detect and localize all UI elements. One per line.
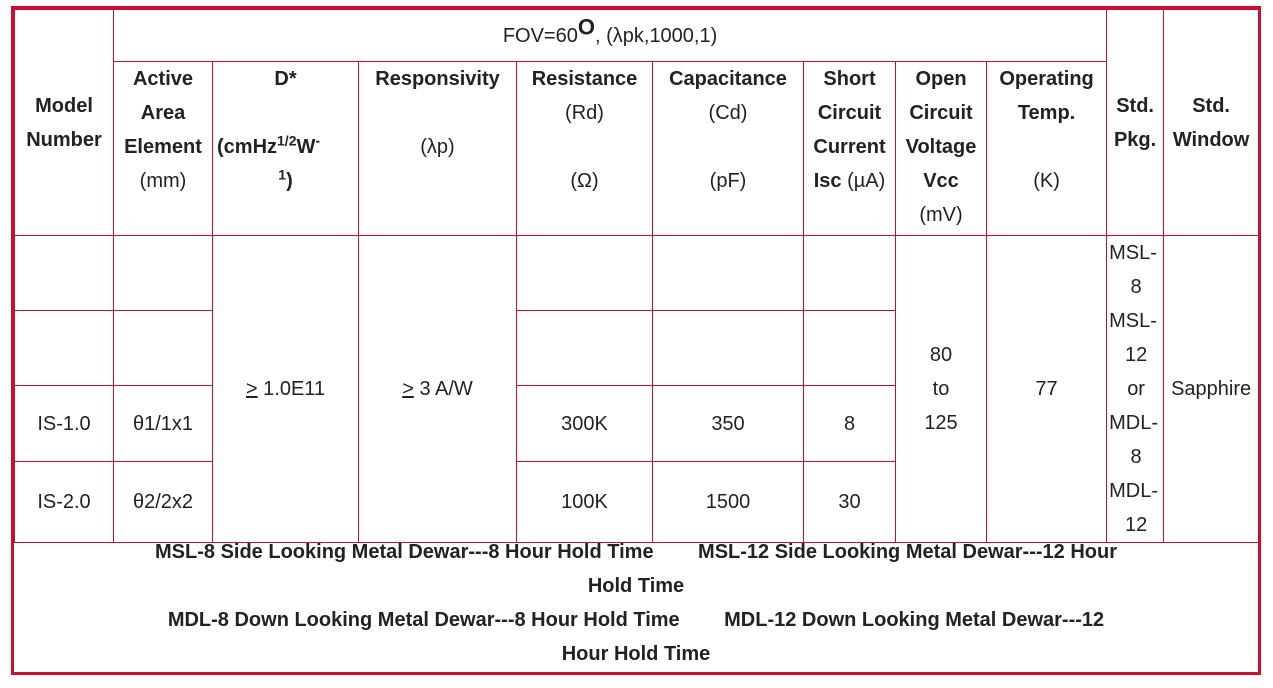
capacitance-unit: (pF) bbox=[709, 170, 747, 192]
active-area-header bbox=[114, 62, 213, 236]
vcc-l3: 125 bbox=[924, 412, 958, 434]
model-header-line2: Number bbox=[26, 128, 102, 151]
capacitance-cell bbox=[653, 311, 804, 386]
std-pkg-header bbox=[1107, 10, 1164, 236]
isc-cell: 8 bbox=[804, 386, 896, 461]
fov-sup: O bbox=[577, 13, 595, 39]
pkg-l2: 8 bbox=[1130, 276, 1142, 298]
dstar-unit-sup2: - bbox=[315, 132, 321, 149]
sc-isc: Isc bbox=[813, 170, 842, 192]
dstar-ge: > bbox=[245, 378, 258, 400]
resistance-cell bbox=[517, 311, 653, 386]
isc-cell bbox=[804, 236, 896, 311]
sc-l2: Circuit bbox=[817, 102, 882, 124]
window-value: Sapphire bbox=[1171, 378, 1252, 400]
resp-ge: > bbox=[402, 378, 414, 400]
isc-cell: 30 bbox=[804, 461, 896, 542]
responsivity-cell bbox=[359, 236, 517, 543]
vcc-l1: 80 bbox=[929, 344, 953, 366]
active-area-l3: Element bbox=[124, 136, 202, 158]
pkg-l9: 12 bbox=[1124, 514, 1148, 536]
capacitance-cell bbox=[653, 236, 804, 311]
isc-cell bbox=[804, 311, 896, 386]
std-window-line1: Std. bbox=[1192, 94, 1230, 117]
spec-table bbox=[14, 9, 1259, 543]
pkg-l1: MSL- bbox=[1109, 242, 1157, 264]
dstar-unit-sup: 1/2 bbox=[277, 132, 297, 149]
fov-base: FOV=60 bbox=[502, 24, 578, 47]
vcc-l2: to bbox=[932, 378, 950, 400]
vcc-cell bbox=[896, 236, 987, 543]
dstar-unit-mid: W bbox=[296, 136, 316, 158]
footnote-line1: MSL-8 Side Looking Metal Dewar---8 Hour Hold Time MSL-12 Side Looking Metal Dewar---12 Hour bbox=[155, 541, 1117, 563]
responsivity-title: Responsivity bbox=[375, 68, 500, 90]
pkg-l5: or bbox=[1127, 378, 1145, 400]
responsivity-unit: (λp) bbox=[420, 136, 455, 158]
area-cell: θ2/2x2 bbox=[114, 461, 213, 542]
temp-cell bbox=[987, 236, 1107, 543]
resistance-sub: (Rd) bbox=[565, 102, 604, 124]
temp-unit: (K) bbox=[1033, 170, 1060, 192]
model-cell: IS-2.0 bbox=[15, 461, 114, 542]
active-area-l2: Area bbox=[140, 102, 186, 124]
resistance-header bbox=[517, 62, 653, 236]
std-pkg-line2: Pkg. bbox=[1113, 128, 1157, 151]
sc-unit: (µA) bbox=[847, 170, 886, 192]
fov-header bbox=[114, 10, 1107, 62]
footnote-line4: Hour Hold Time bbox=[561, 643, 711, 665]
oc-l3: Voltage bbox=[905, 136, 977, 158]
active-area-l1: Active bbox=[132, 68, 194, 90]
pkg-l6: MDL- bbox=[1109, 412, 1158, 434]
temp-l2: Temp. bbox=[1017, 102, 1076, 124]
dstar-title: D* bbox=[274, 68, 297, 90]
model-cell bbox=[15, 236, 114, 311]
operating-temp-header bbox=[987, 62, 1107, 236]
pkg-cell bbox=[1107, 236, 1164, 543]
dstar-value: 1.0E11 bbox=[257, 378, 326, 400]
oc-l4: Vcc bbox=[923, 170, 959, 192]
dstar-unit-sub: 1 bbox=[278, 166, 287, 183]
resp-value: 3 A/W bbox=[413, 378, 473, 400]
open-circuit-header bbox=[896, 62, 987, 236]
resistance-cell: 100K bbox=[517, 461, 653, 542]
sc-l1: Short bbox=[823, 68, 876, 90]
capacitance-title: Capacitance bbox=[669, 68, 787, 90]
footnotes bbox=[14, 535, 1258, 672]
footnote-line3: MDL-8 Down Looking Metal Dewar---8 Hour Hold Time MDL-12 Down Looking Metal Dewar---12 bbox=[167, 609, 1105, 631]
model-cell: IS-1.0 bbox=[15, 386, 114, 461]
dstar-unit-base: (cmHz bbox=[217, 136, 278, 158]
area-cell bbox=[114, 236, 213, 311]
oc-unit: (mV) bbox=[919, 204, 963, 226]
pkg-l8: MDL- bbox=[1109, 480, 1158, 502]
model-number-header bbox=[15, 10, 114, 236]
dstar-unit-end: ) bbox=[286, 170, 293, 192]
area-cell bbox=[114, 311, 213, 386]
spec-table-frame bbox=[11, 6, 1261, 675]
active-area-unit: (mm) bbox=[139, 170, 187, 192]
capacitance-header bbox=[653, 62, 804, 236]
oc-l2: Circuit bbox=[909, 102, 973, 124]
temp-l1: Operating bbox=[999, 68, 1094, 90]
pkg-l4: 12 bbox=[1124, 344, 1148, 366]
model-cell bbox=[15, 311, 114, 386]
column-header-row bbox=[15, 62, 1259, 236]
capacitance-cell: 1500 bbox=[653, 461, 804, 542]
std-pkg-line1: Std. bbox=[1116, 94, 1154, 117]
resistance-cell bbox=[517, 236, 653, 311]
pkg-l7: 8 bbox=[1130, 446, 1142, 468]
temp-value: 77 bbox=[1035, 378, 1058, 400]
capacitance-sub: (Cd) bbox=[708, 102, 748, 124]
capacitance-cell: 350 bbox=[653, 386, 804, 461]
model-header-line1: Model bbox=[35, 94, 93, 117]
std-window-header bbox=[1164, 10, 1259, 236]
responsivity-header bbox=[359, 62, 517, 236]
resistance-cell: 300K bbox=[517, 386, 653, 461]
dstar-header bbox=[213, 62, 359, 236]
oc-l1: Open bbox=[915, 68, 967, 90]
resistance-title: Resistance bbox=[531, 68, 638, 90]
table-row bbox=[15, 236, 1259, 311]
short-circuit-header bbox=[804, 62, 896, 236]
fov-rest: , (λpk,1000,1) bbox=[594, 24, 718, 47]
footnote-line2: Hold Time bbox=[587, 575, 685, 597]
sc-l3: Current bbox=[813, 136, 886, 158]
pkg-l3: MSL- bbox=[1109, 310, 1157, 332]
area-cell: θ1/1x1 bbox=[114, 386, 213, 461]
window-cell bbox=[1164, 236, 1259, 543]
dstar-cell bbox=[213, 236, 359, 543]
resistance-unit: (Ω) bbox=[570, 170, 599, 192]
fov-row bbox=[15, 10, 1259, 62]
std-window-line2: Window bbox=[1172, 128, 1250, 151]
